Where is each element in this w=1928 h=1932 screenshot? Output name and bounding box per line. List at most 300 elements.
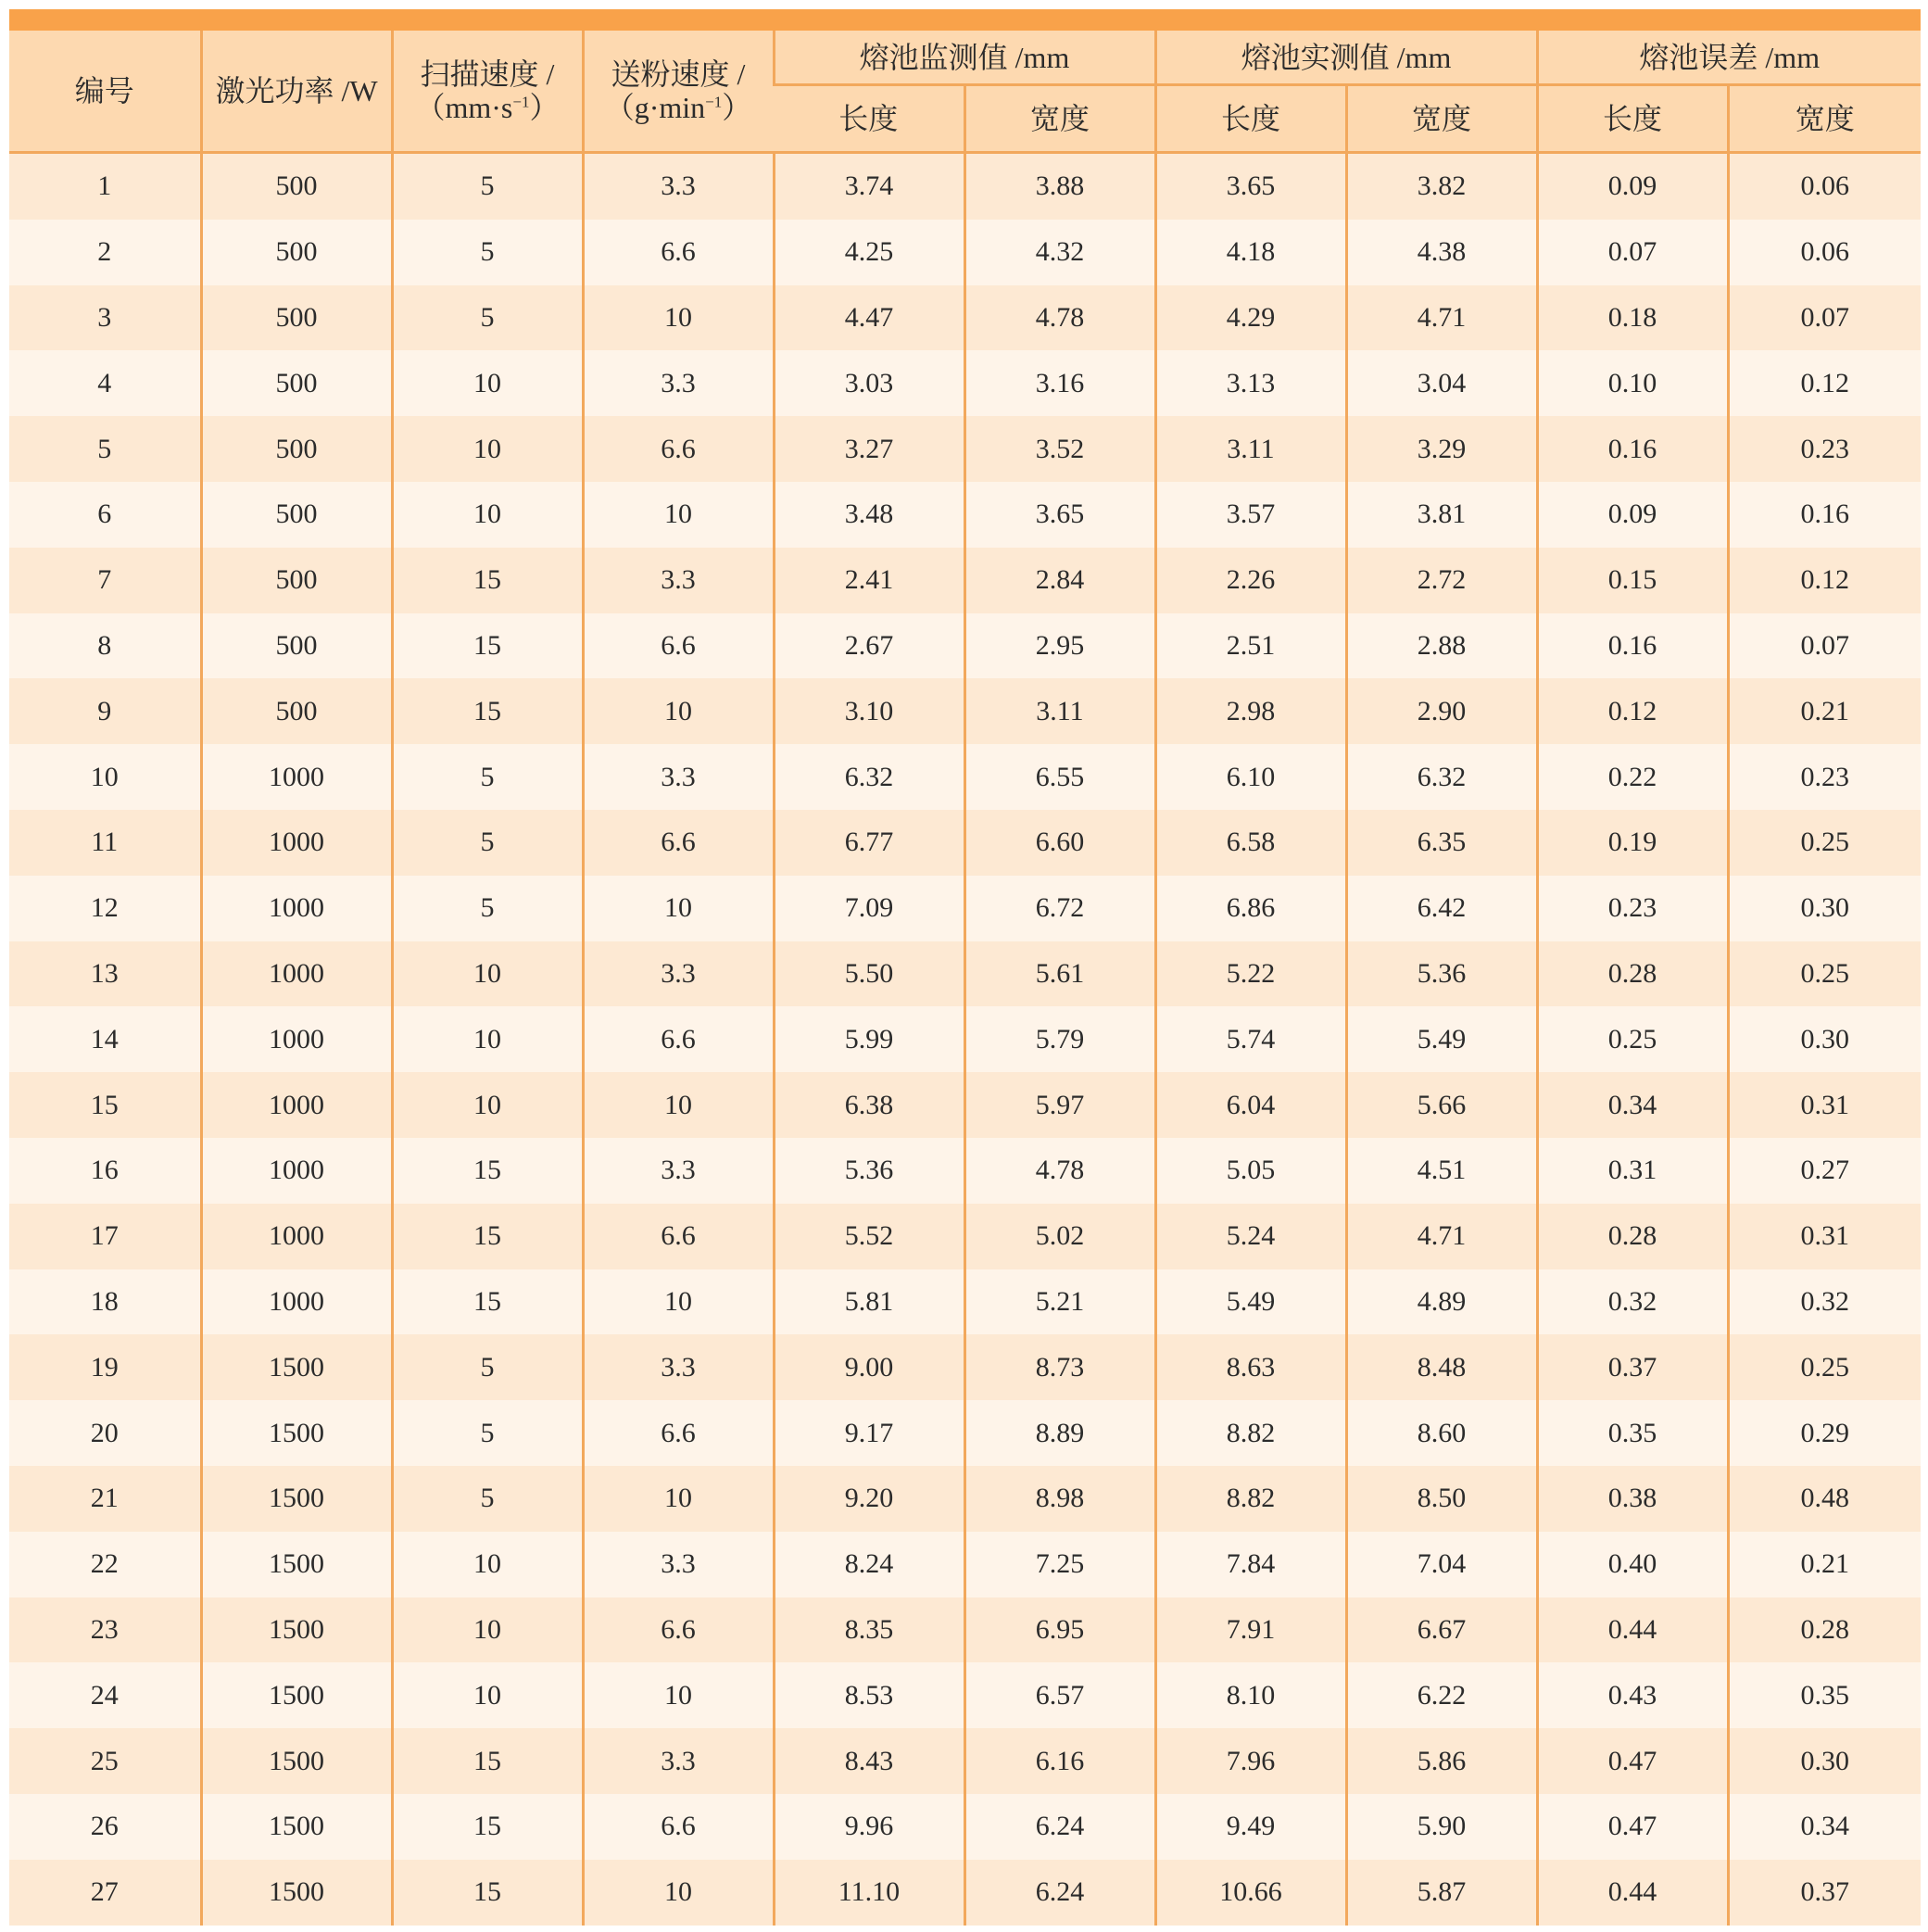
cell-laser-power: 500 <box>201 613 392 679</box>
cell-powder-feed: 10 <box>583 1662 774 1728</box>
cell-id: 21 <box>9 1466 201 1532</box>
cell-error-width: 0.23 <box>1728 744 1921 810</box>
cell-laser-power: 500 <box>201 678 392 744</box>
table-row <box>9 613 1921 679</box>
cell-error-width: 0.21 <box>1728 678 1921 744</box>
cell-error-length: 0.43 <box>1537 1662 1728 1728</box>
cell-powder-feed: 6.6 <box>583 1400 774 1466</box>
cell-measured-width: 6.67 <box>1346 1597 1537 1663</box>
cell-error-length: 0.44 <box>1537 1860 1728 1926</box>
cell-scan-speed: 10 <box>392 1532 583 1597</box>
cell-monitored-length: 3.03 <box>774 350 964 416</box>
table-row <box>9 1138 1921 1204</box>
cell-error-length: 0.28 <box>1537 941 1728 1007</box>
table-row <box>9 350 1921 416</box>
cell-measured-width: 3.04 <box>1346 350 1537 416</box>
cell-measured-length: 6.10 <box>1155 744 1346 810</box>
header-monitored-width: 宽度 <box>964 85 1155 153</box>
cell-monitored-length: 4.25 <box>774 220 964 285</box>
table-row <box>9 1334 1921 1400</box>
cell-scan-speed: 5 <box>392 220 583 285</box>
cell-scan-speed: 10 <box>392 1072 583 1138</box>
cell-powder-feed: 10 <box>583 876 774 941</box>
cell-laser-power: 1500 <box>201 1728 392 1794</box>
cell-measured-width: 7.04 <box>1346 1532 1537 1597</box>
cell-measured-width: 5.90 <box>1346 1794 1537 1860</box>
cell-measured-width: 4.38 <box>1346 220 1537 285</box>
cell-id: 27 <box>9 1860 201 1926</box>
cell-powder-feed: 6.6 <box>583 416 774 482</box>
cell-measured-width: 5.86 <box>1346 1728 1537 1794</box>
cell-error-length: 0.40 <box>1537 1532 1728 1597</box>
cell-powder-feed: 10 <box>583 1269 774 1335</box>
cell-powder-feed: 3.3 <box>583 350 774 416</box>
cell-id: 20 <box>9 1400 201 1466</box>
cell-monitored-length: 5.52 <box>774 1204 964 1269</box>
cell-powder-feed: 3.3 <box>583 941 774 1007</box>
cell-laser-power: 1000 <box>201 744 392 810</box>
cell-error-width: 0.12 <box>1728 350 1921 416</box>
cell-id: 9 <box>9 678 201 744</box>
cell-monitored-length: 6.77 <box>774 810 964 876</box>
cell-measured-length: 5.05 <box>1155 1138 1346 1204</box>
table-row <box>9 285 1921 351</box>
cell-measured-width: 5.49 <box>1346 1006 1537 1072</box>
cell-error-length: 0.18 <box>1537 285 1728 351</box>
table-row <box>9 1204 1921 1269</box>
cell-measured-length: 7.84 <box>1155 1532 1346 1597</box>
cell-monitored-length: 11.10 <box>774 1860 964 1926</box>
cell-scan-speed: 15 <box>392 1138 583 1204</box>
cell-error-length: 0.23 <box>1537 876 1728 941</box>
cell-id: 18 <box>9 1269 201 1335</box>
cell-laser-power: 500 <box>201 350 392 416</box>
cell-error-width: 0.32 <box>1728 1269 1921 1335</box>
cell-measured-length: 5.74 <box>1155 1006 1346 1072</box>
cell-measured-length: 3.65 <box>1155 153 1346 220</box>
cell-error-length: 0.09 <box>1537 153 1728 220</box>
cell-measured-length: 5.49 <box>1155 1269 1346 1335</box>
cell-error-length: 0.12 <box>1537 678 1728 744</box>
cell-monitored-width: 3.65 <box>964 482 1155 548</box>
cell-measured-width: 8.60 <box>1346 1400 1537 1466</box>
table-row <box>9 548 1921 613</box>
cell-id: 14 <box>9 1006 201 1072</box>
cell-powder-feed: 10 <box>583 482 774 548</box>
cell-laser-power: 1000 <box>201 810 392 876</box>
cell-error-length: 0.47 <box>1537 1728 1728 1794</box>
cell-measured-length: 6.86 <box>1155 876 1346 941</box>
cell-error-width: 0.25 <box>1728 941 1921 1007</box>
cell-measured-length: 2.26 <box>1155 548 1346 613</box>
header-scan-speed <box>392 31 583 153</box>
cell-id: 15 <box>9 1072 201 1138</box>
cell-error-width: 0.16 <box>1728 482 1921 548</box>
cell-monitored-width: 5.61 <box>964 941 1155 1007</box>
cell-powder-feed: 3.3 <box>583 153 774 220</box>
header-powder-feed-label: 送粉速度 / <box>611 57 746 91</box>
cell-measured-length: 6.58 <box>1155 810 1346 876</box>
cell-id: 17 <box>9 1204 201 1269</box>
cell-error-width: 0.35 <box>1728 1662 1921 1728</box>
cell-powder-feed: 6.6 <box>583 1597 774 1663</box>
cell-measured-length: 5.24 <box>1155 1204 1346 1269</box>
cell-monitored-length: 9.17 <box>774 1400 964 1466</box>
table-row <box>9 1400 1921 1466</box>
cell-monitored-length: 8.35 <box>774 1597 964 1663</box>
cell-measured-length: 7.96 <box>1155 1728 1346 1794</box>
cell-error-width: 0.25 <box>1728 1334 1921 1400</box>
cell-scan-speed: 5 <box>392 285 583 351</box>
table-row <box>9 810 1921 876</box>
cell-error-width: 0.29 <box>1728 1400 1921 1466</box>
cell-monitored-width: 8.89 <box>964 1400 1155 1466</box>
cell-error-width: 0.34 <box>1728 1794 1921 1860</box>
cell-laser-power: 1000 <box>201 941 392 1007</box>
cell-measured-length: 8.82 <box>1155 1466 1346 1532</box>
cell-scan-speed: 15 <box>392 1269 583 1335</box>
cell-monitored-length: 5.36 <box>774 1138 964 1204</box>
cell-monitored-length: 5.99 <box>774 1006 964 1072</box>
cell-measured-width: 5.66 <box>1346 1072 1537 1138</box>
cell-monitored-width: 5.79 <box>964 1006 1155 1072</box>
cell-monitored-length: 3.74 <box>774 153 964 220</box>
cell-powder-feed: 6.6 <box>583 810 774 876</box>
cell-error-width: 0.31 <box>1728 1204 1921 1269</box>
cell-laser-power: 1500 <box>201 1466 392 1532</box>
cell-measured-length: 8.82 <box>1155 1400 1346 1466</box>
cell-scan-speed: 10 <box>392 350 583 416</box>
cell-error-width: 0.37 <box>1728 1860 1921 1926</box>
cell-measured-width: 6.35 <box>1346 810 1537 876</box>
cell-measured-length: 3.11 <box>1155 416 1346 482</box>
cell-monitored-length: 6.32 <box>774 744 964 810</box>
cell-scan-speed: 10 <box>392 1662 583 1728</box>
cell-scan-speed: 15 <box>392 1204 583 1269</box>
cell-measured-length: 2.51 <box>1155 613 1346 679</box>
cell-scan-speed: 5 <box>392 1466 583 1532</box>
table-row <box>9 876 1921 941</box>
table-row <box>9 1662 1921 1728</box>
cell-measured-length: 3.57 <box>1155 482 1346 548</box>
cell-monitored-width: 5.02 <box>964 1204 1155 1269</box>
cell-scan-speed: 5 <box>392 810 583 876</box>
header-monitored-length: 长度 <box>774 85 964 153</box>
cell-laser-power: 1500 <box>201 1794 392 1860</box>
cell-monitored-width: 6.72 <box>964 876 1155 941</box>
table-top-bar <box>9 9 1921 31</box>
cell-error-length: 0.44 <box>1537 1597 1728 1663</box>
cell-measured-length: 5.22 <box>1155 941 1346 1007</box>
table-row <box>9 1794 1921 1860</box>
cell-error-width: 0.06 <box>1728 153 1921 220</box>
cell-error-length: 0.31 <box>1537 1138 1728 1204</box>
cell-monitored-width: 3.52 <box>964 416 1155 482</box>
cell-laser-power: 500 <box>201 482 392 548</box>
cell-error-width: 0.30 <box>1728 1728 1921 1794</box>
cell-laser-power: 1000 <box>201 1204 392 1269</box>
cell-measured-length: 3.13 <box>1155 350 1346 416</box>
cell-error-length: 0.22 <box>1537 744 1728 810</box>
cell-powder-feed: 6.6 <box>583 1006 774 1072</box>
table-row <box>9 1728 1921 1794</box>
header-error-width: 宽度 <box>1728 85 1921 153</box>
cell-measured-length: 10.66 <box>1155 1860 1346 1926</box>
header-measured: 熔池实测值 /mm <box>1155 31 1537 85</box>
cell-powder-feed: 10 <box>583 1466 774 1532</box>
cell-error-width: 0.48 <box>1728 1466 1921 1532</box>
cell-measured-width: 3.29 <box>1346 416 1537 482</box>
cell-monitored-width: 6.57 <box>964 1662 1155 1728</box>
cell-monitored-width: 5.21 <box>964 1269 1155 1335</box>
cell-measured-length: 4.18 <box>1155 220 1346 285</box>
cell-error-length: 0.32 <box>1537 1269 1728 1335</box>
cell-monitored-width: 6.95 <box>964 1597 1155 1663</box>
header-scan-speed-label: 扫描速度 / <box>420 57 555 91</box>
cell-measured-width: 5.36 <box>1346 941 1537 1007</box>
cell-monitored-length: 8.24 <box>774 1532 964 1597</box>
cell-monitored-length: 9.20 <box>774 1466 964 1532</box>
cell-powder-feed: 6.6 <box>583 1204 774 1269</box>
cell-error-width: 0.25 <box>1728 810 1921 876</box>
cell-laser-power: 500 <box>201 153 392 220</box>
header-measured-width: 宽度 <box>1346 85 1537 153</box>
cell-monitored-width: 4.78 <box>964 1138 1155 1204</box>
cell-monitored-width: 6.24 <box>964 1860 1155 1926</box>
cell-monitored-width: 2.95 <box>964 613 1155 679</box>
cell-error-width: 0.12 <box>1728 548 1921 613</box>
cell-measured-width: 3.81 <box>1346 482 1537 548</box>
cell-id: 16 <box>9 1138 201 1204</box>
cell-monitored-length: 7.09 <box>774 876 964 941</box>
cell-laser-power: 500 <box>201 285 392 351</box>
table-body <box>9 153 1921 1926</box>
cell-error-width: 0.28 <box>1728 1597 1921 1663</box>
cell-monitored-length: 8.53 <box>774 1662 964 1728</box>
cell-monitored-length: 5.50 <box>774 941 964 1007</box>
cell-monitored-length: 3.48 <box>774 482 964 548</box>
cell-measured-length: 4.29 <box>1155 285 1346 351</box>
cell-monitored-length: 9.00 <box>774 1334 964 1400</box>
cell-measured-width: 6.42 <box>1346 876 1537 941</box>
cell-monitored-length: 4.47 <box>774 285 964 351</box>
cell-measured-width: 8.50 <box>1346 1466 1537 1532</box>
header-measured-length: 长度 <box>1155 85 1346 153</box>
header-powder-feed <box>583 31 774 153</box>
cell-error-width: 0.30 <box>1728 1006 1921 1072</box>
header-powder-feed-unit: $(g\cdot\min^{-1})$ <box>604 91 752 124</box>
cell-measured-width: 2.72 <box>1346 548 1537 613</box>
cell-measured-width: 3.82 <box>1346 153 1537 220</box>
cell-measured-width: 4.71 <box>1346 285 1537 351</box>
cell-scan-speed: 10 <box>392 1597 583 1663</box>
cell-error-length: 0.34 <box>1537 1072 1728 1138</box>
cell-id: 25 <box>9 1728 201 1794</box>
cell-powder-feed: 3.3 <box>583 548 774 613</box>
cell-measured-length: 2.98 <box>1155 678 1346 744</box>
cell-scan-speed: 10 <box>392 941 583 1007</box>
cell-error-width: 0.31 <box>1728 1072 1921 1138</box>
cell-powder-feed: 3.3 <box>583 1532 774 1597</box>
cell-powder-feed: 6.6 <box>583 613 774 679</box>
cell-measured-length: 8.63 <box>1155 1334 1346 1400</box>
table-row <box>9 1006 1921 1072</box>
cell-monitored-length: 6.38 <box>774 1072 964 1138</box>
melt-pool-data-table <box>9 31 1921 1926</box>
cell-monitored-width: 8.98 <box>964 1466 1155 1532</box>
cell-scan-speed: 10 <box>392 1006 583 1072</box>
cell-error-length: 0.25 <box>1537 1006 1728 1072</box>
table-row <box>9 1466 1921 1532</box>
table-row <box>9 1860 1921 1926</box>
cell-laser-power: 500 <box>201 548 392 613</box>
cell-error-length: 0.16 <box>1537 416 1728 482</box>
cell-error-width: 0.21 <box>1728 1532 1921 1597</box>
cell-error-length: 0.10 <box>1537 350 1728 416</box>
cell-monitored-width: 3.88 <box>964 153 1155 220</box>
cell-monitored-width: 8.73 <box>964 1334 1155 1400</box>
cell-measured-width: 5.87 <box>1346 1860 1537 1926</box>
cell-id: 6 <box>9 482 201 548</box>
cell-error-width: 0.07 <box>1728 285 1921 351</box>
cell-error-width: 0.27 <box>1728 1138 1921 1204</box>
cell-error-length: 0.37 <box>1537 1334 1728 1400</box>
cell-monitored-width: 6.55 <box>964 744 1155 810</box>
cell-id: 8 <box>9 613 201 679</box>
table-row <box>9 941 1921 1007</box>
cell-error-length: 0.38 <box>1537 1466 1728 1532</box>
cell-id: 26 <box>9 1794 201 1860</box>
cell-powder-feed: 10 <box>583 1860 774 1926</box>
cell-monitored-width: 6.16 <box>964 1728 1155 1794</box>
cell-measured-width: 4.51 <box>1346 1138 1537 1204</box>
cell-monitored-width: 3.11 <box>964 678 1155 744</box>
table-row <box>9 1532 1921 1597</box>
cell-monitored-width: 6.60 <box>964 810 1155 876</box>
cell-scan-speed: 15 <box>392 1794 583 1860</box>
cell-powder-feed: 10 <box>583 678 774 744</box>
cell-measured-width: 8.48 <box>1346 1334 1537 1400</box>
cell-measured-width: 6.22 <box>1346 1662 1537 1728</box>
cell-monitored-length: 3.10 <box>774 678 964 744</box>
cell-powder-feed: 10 <box>583 1072 774 1138</box>
cell-id: 3 <box>9 285 201 351</box>
cell-powder-feed: 6.6 <box>583 220 774 285</box>
cell-id: 11 <box>9 810 201 876</box>
cell-laser-power: 500 <box>201 416 392 482</box>
cell-measured-width: 4.89 <box>1346 1269 1537 1335</box>
cell-monitored-width: 2.84 <box>964 548 1155 613</box>
cell-id: 4 <box>9 350 201 416</box>
cell-measured-width: 6.32 <box>1346 744 1537 810</box>
cell-id: 10 <box>9 744 201 810</box>
cell-powder-feed: 3.3 <box>583 1728 774 1794</box>
cell-error-length: 0.15 <box>1537 548 1728 613</box>
cell-monitored-length: 3.27 <box>774 416 964 482</box>
cell-error-width: 0.30 <box>1728 876 1921 941</box>
cell-powder-feed: 3.3 <box>583 1334 774 1400</box>
cell-scan-speed: 15 <box>392 678 583 744</box>
cell-laser-power: 1500 <box>201 1860 392 1926</box>
cell-laser-power: 500 <box>201 220 392 285</box>
cell-scan-speed: 10 <box>392 482 583 548</box>
cell-laser-power: 1000 <box>201 1006 392 1072</box>
cell-measured-width: 2.88 <box>1346 613 1537 679</box>
cell-error-length: 0.09 <box>1537 482 1728 548</box>
cell-measured-length: 9.49 <box>1155 1794 1346 1860</box>
cell-id: 19 <box>9 1334 201 1400</box>
header-error: 熔池误差 /mm <box>1537 31 1921 85</box>
cell-monitored-length: 2.67 <box>774 613 964 679</box>
cell-error-length: 0.47 <box>1537 1794 1728 1860</box>
cell-scan-speed: 5 <box>392 744 583 810</box>
cell-monitored-width: 4.32 <box>964 220 1155 285</box>
cell-id: 12 <box>9 876 201 941</box>
cell-error-length: 0.35 <box>1537 1400 1728 1466</box>
table-row <box>9 482 1921 548</box>
cell-laser-power: 1500 <box>201 1662 392 1728</box>
header-id: 编号 <box>9 31 201 153</box>
cell-measured-length: 7.91 <box>1155 1597 1346 1663</box>
cell-scan-speed: 10 <box>392 416 583 482</box>
cell-error-width: 0.06 <box>1728 220 1921 285</box>
cell-id: 23 <box>9 1597 201 1663</box>
cell-id: 7 <box>9 548 201 613</box>
cell-powder-feed: 3.3 <box>583 744 774 810</box>
cell-laser-power: 1500 <box>201 1532 392 1597</box>
cell-scan-speed: 15 <box>392 613 583 679</box>
cell-scan-speed: 5 <box>392 876 583 941</box>
cell-laser-power: 1500 <box>201 1400 392 1466</box>
cell-monitored-width: 5.97 <box>964 1072 1155 1138</box>
cell-monitored-width: 6.24 <box>964 1794 1155 1860</box>
cell-id: 5 <box>9 416 201 482</box>
cell-scan-speed: 5 <box>392 153 583 220</box>
table-header <box>9 31 1921 153</box>
table-row <box>9 1269 1921 1335</box>
cell-monitored-width: 7.25 <box>964 1532 1155 1597</box>
table-row <box>9 416 1921 482</box>
table-row <box>9 153 1921 220</box>
header-error-length: 长度 <box>1537 85 1728 153</box>
cell-laser-power: 1000 <box>201 1138 392 1204</box>
cell-monitored-width: 3.16 <box>964 350 1155 416</box>
table-row <box>9 744 1921 810</box>
cell-monitored-length: 2.41 <box>774 548 964 613</box>
cell-scan-speed: 15 <box>392 1728 583 1794</box>
table-row <box>9 678 1921 744</box>
cell-laser-power: 1500 <box>201 1334 392 1400</box>
cell-error-length: 0.07 <box>1537 220 1728 285</box>
cell-error-length: 0.16 <box>1537 613 1728 679</box>
cell-laser-power: 1000 <box>201 1269 392 1335</box>
cell-id: 24 <box>9 1662 201 1728</box>
header-monitored: 熔池监测值 /mm <box>774 31 1155 85</box>
cell-laser-power: 1000 <box>201 1072 392 1138</box>
cell-measured-length: 8.10 <box>1155 1662 1346 1728</box>
table-row <box>9 220 1921 285</box>
cell-measured-width: 2.90 <box>1346 678 1537 744</box>
cell-measured-length: 6.04 <box>1155 1072 1346 1138</box>
cell-measured-width: 4.71 <box>1346 1204 1537 1269</box>
cell-scan-speed: 15 <box>392 1860 583 1926</box>
cell-error-width: 0.07 <box>1728 613 1921 679</box>
cell-scan-speed: 5 <box>392 1334 583 1400</box>
table-row <box>9 1597 1921 1663</box>
cell-error-length: 0.19 <box>1537 810 1728 876</box>
cell-id: 1 <box>9 153 201 220</box>
cell-id: 22 <box>9 1532 201 1597</box>
